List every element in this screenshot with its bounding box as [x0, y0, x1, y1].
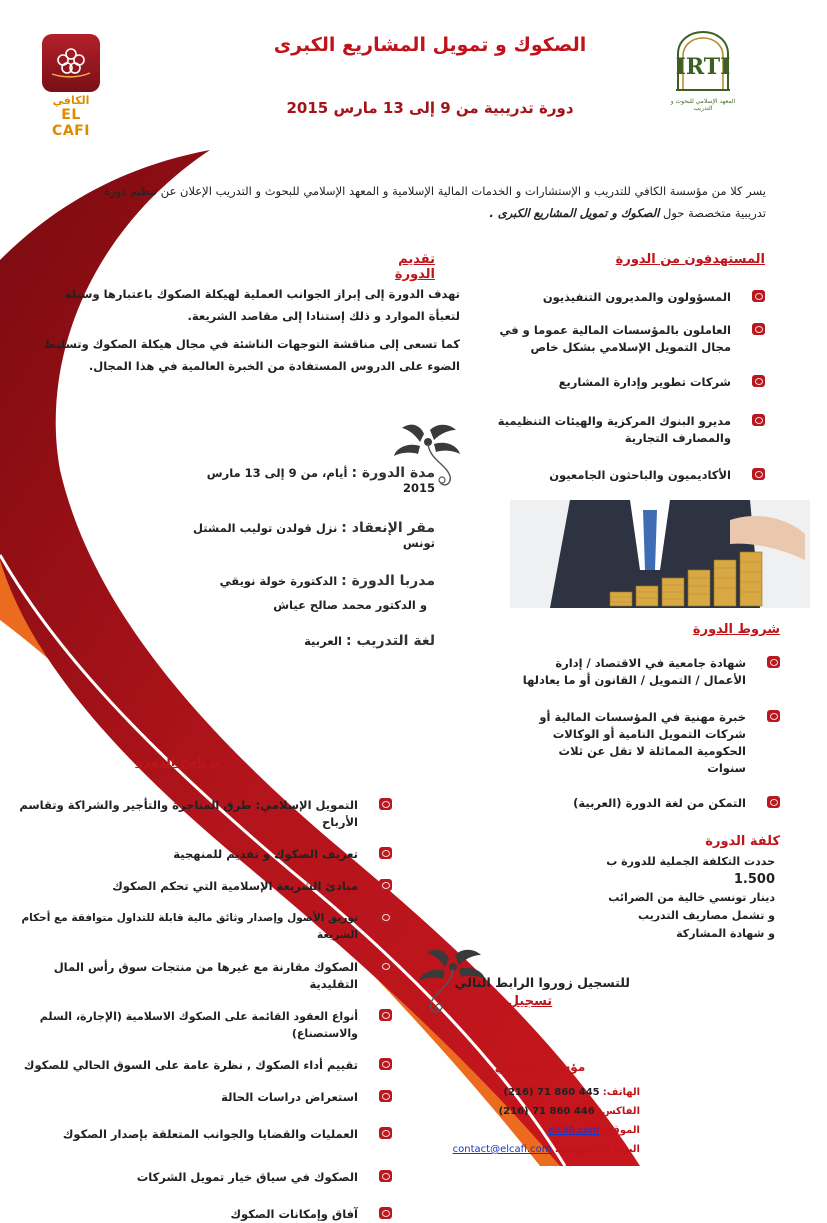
email-link[interactable]: contact@elcafi.com — [452, 1144, 552, 1155]
list-item: استعراض دراسات الحالة — [4, 1089, 392, 1106]
list-item: العمليات والقضايا والجوانب المتعلقة بإصدار الصكوك — [4, 1126, 392, 1143]
phone-value: (216) 71 860 445 — [503, 1087, 600, 1098]
intro-text: يسر كلا من مؤسسة الكافي للتدريب و الإستشارات و الخدمات المالية الإسلامية و المعهد الإسلامي للبحوث و التدريب الإعلان عن تنظيم دورة تدريبية متخصصة حول — [103, 184, 766, 220]
list-item: العاملون بالمؤسسات المالية عموما و في مجال التمويل الإسلامي بشكل خاص — [470, 322, 765, 356]
targets-heading: المستهدفون من الدورة — [615, 252, 765, 267]
bullet-icon — [379, 1170, 392, 1182]
trainer-1: الدكتورة خولة نويقي — [219, 574, 338, 588]
cost-amount: 1.500 — [733, 872, 775, 887]
cost-line-3: و تشمل مصاريف التدريب — [637, 909, 775, 922]
language-value: العربية — [304, 634, 342, 648]
flower-icon — [48, 40, 94, 86]
bullet-icon — [752, 290, 765, 302]
bullet-icon — [379, 798, 392, 810]
bullet-icon — [752, 323, 765, 335]
bullet-icon — [379, 847, 392, 859]
presentation-paragraph-2: كما تسعى إلى مناقشة التوجهات الناشئة في مجال هيكلة الصكوك وتسليط الضوء على الدروس المستفادة من الخبرة العالمية في هذا المجال. — [43, 337, 460, 373]
conditions-list — [520, 655, 780, 812]
list-item: التمكن من لغة الدورة (العربية) — [520, 795, 780, 812]
contact-fax-line — [440, 1102, 640, 1121]
register-block — [430, 975, 630, 1009]
intro-paragraph — [70, 180, 766, 224]
venue-value: نزل قولدن توليب المشتل تونس — [192, 521, 435, 550]
trainer-2-line — [190, 598, 435, 612]
elcafi-arabic-name: الكافي — [52, 94, 90, 107]
bullet-icon — [379, 1009, 392, 1021]
trainers-label: مدربا الدورة : — [341, 573, 435, 589]
list-item: مبادئ الشريعة الإسلامية التي تحكم الصكوك — [4, 878, 392, 895]
list-item: آفاق وإمكانات الصكوك — [4, 1206, 392, 1223]
contact-org: مؤسسة الكافي — [494, 1060, 586, 1074]
elcafi-logo — [40, 34, 102, 139]
venue-line — [190, 520, 435, 550]
duration-label: مدة الدورة : — [351, 465, 435, 481]
irti-logo — [668, 28, 738, 112]
site-link[interactable]: elcafi.com — [547, 1125, 600, 1136]
duration-line — [190, 465, 435, 495]
coins-photo — [510, 500, 810, 608]
conditions-section — [520, 622, 780, 812]
svg-text:IRTI: IRTI — [675, 54, 731, 80]
presentation-paragraph-1: تهدف الدورة إلى إبراز الجوانب العملية لهيكلة الصكوك باعتبارها وسيلة لتعبأة الموارد و ذلك إستنادا إلى مقاصد الشريعة. — [64, 287, 460, 323]
register-text: للتسجيل زوروا الرابط التالي — [454, 975, 630, 990]
cost-line-1: حددت التكلفة الجملية للدورة ب 1.500 — [606, 855, 775, 887]
list-item: توريق الأصول وإصدار وثائق مالية قابلة للتداول متوافقة مع أحكام الشريعة — [4, 910, 392, 944]
presentation-text — [40, 283, 460, 377]
targets-list — [470, 289, 765, 484]
contact-block — [440, 1058, 640, 1159]
bullet-icon — [379, 1207, 392, 1219]
cost-line-4: و شهادة المشاركة — [676, 927, 775, 940]
bullet-icon — [379, 911, 392, 923]
bullet-icon — [379, 960, 392, 972]
bullet-icon — [752, 375, 765, 387]
list-item: شهادة جامعية في الاقتصاد / إدارة الأعمال / التمويل / القانون أو ما يعادلها — [520, 655, 780, 689]
fax-value: (216) 71 860 446 — [498, 1106, 595, 1117]
list-item: التمويل الإسلامي: طرق المتاجرة والتأجير والشراكة وتقاسم الأرباح — [4, 797, 392, 831]
elcafi-english-name: EL CAFI — [52, 107, 90, 139]
irti-emblem-icon — [668, 28, 738, 92]
program-heading: برنامج الدورة — [135, 755, 220, 770]
duration-value: أيام، من 9 إلى 13 مارس 2015 — [206, 466, 435, 495]
cost-heading: كلفة الدورة — [705, 834, 780, 849]
contact-site-line — [440, 1121, 640, 1140]
venue-label: مقر الإنعقاد : — [341, 520, 435, 536]
list-item: تعريف الصكوك و تقديم للمنهجية — [4, 846, 392, 863]
list-item: الصكوك في سياق خيار تمويل الشركات — [4, 1169, 392, 1186]
presentation-heading-wrap — [365, 252, 435, 282]
intro-highlight: الصكوك و تمويل المشاريع الكبرى . — [489, 206, 660, 220]
trainers-line — [190, 573, 435, 589]
list-item: الأكاديميون والباحثون الجامعيون — [470, 467, 765, 484]
page-title: الصكوك و تمويل المشاريع الكبرى — [273, 34, 587, 56]
list-item: الصكوك مقارنة مع غيرها من منتجات سوق رأس المال التقليدية — [4, 959, 392, 993]
page-subtitle: دورة تدريبية من 9 إلى 13 مارس 2015 — [286, 99, 574, 117]
bullet-icon — [767, 796, 780, 808]
targets-section — [470, 252, 765, 484]
bullet-icon — [767, 656, 780, 668]
irti-caption: المعهد الإسلامي للبحوث و التدريب — [670, 98, 736, 112]
language-label: لغة التدريب : — [346, 633, 435, 649]
bullet-icon — [379, 1058, 392, 1070]
fax-label: الفاكس: — [597, 1106, 640, 1117]
contact-email-line — [440, 1140, 640, 1159]
list-item: خبرة مهنية في المؤسسات المالية أو شركات التمويل النامية أو الوكالات الحكومية المماثلة لا تقل عن ثلاث سنوات — [520, 709, 780, 777]
email-label: البريد الالكتروني: — [554, 1144, 640, 1155]
bullet-icon — [379, 879, 392, 891]
elcafi-logo-mark — [42, 34, 100, 92]
presentation-heading: تقديم الدورة — [394, 252, 435, 282]
list-item: المسؤولون والمديرون التنفيذيون — [470, 289, 765, 306]
cost-heading-wrap — [690, 834, 780, 849]
register-link[interactable]: تسجيل — [507, 994, 553, 1009]
cost-line-2: دينار تونسي خالية من الضرائب — [608, 891, 775, 904]
list-item: شركات تطوير وإدارة المشاريع — [470, 374, 765, 391]
program-heading-wrap — [110, 755, 220, 770]
contact-phone-line — [440, 1083, 640, 1102]
list-item: مديرو البنوك المركزية والهيئات التنظيمية والمصارف التجارية — [470, 413, 765, 447]
list-item: أنواع العقود القائمة على الصكوك الاسلامية (الإجارة، السلم والاستصناع) — [4, 1008, 392, 1042]
bullet-icon — [767, 710, 780, 722]
trainer-2: و الدكتور محمد صالح عياش — [273, 598, 427, 612]
bullet-icon — [379, 1090, 392, 1102]
bullet-icon — [379, 1127, 392, 1139]
bullet-icon — [752, 414, 765, 426]
language-line — [190, 633, 435, 649]
bullet-icon — [752, 468, 765, 480]
conditions-heading: شروط الدورة — [692, 622, 780, 637]
program-list — [4, 797, 392, 1223]
coins-stack-image — [510, 500, 810, 608]
cost-details — [600, 853, 775, 943]
phone-label: الهاتف: — [602, 1087, 640, 1098]
site-label: الموقع: — [602, 1125, 640, 1136]
list-item: تقييم أداء الصكوك , نظرة عامة على السوق الحالي للصكوك — [4, 1057, 392, 1074]
